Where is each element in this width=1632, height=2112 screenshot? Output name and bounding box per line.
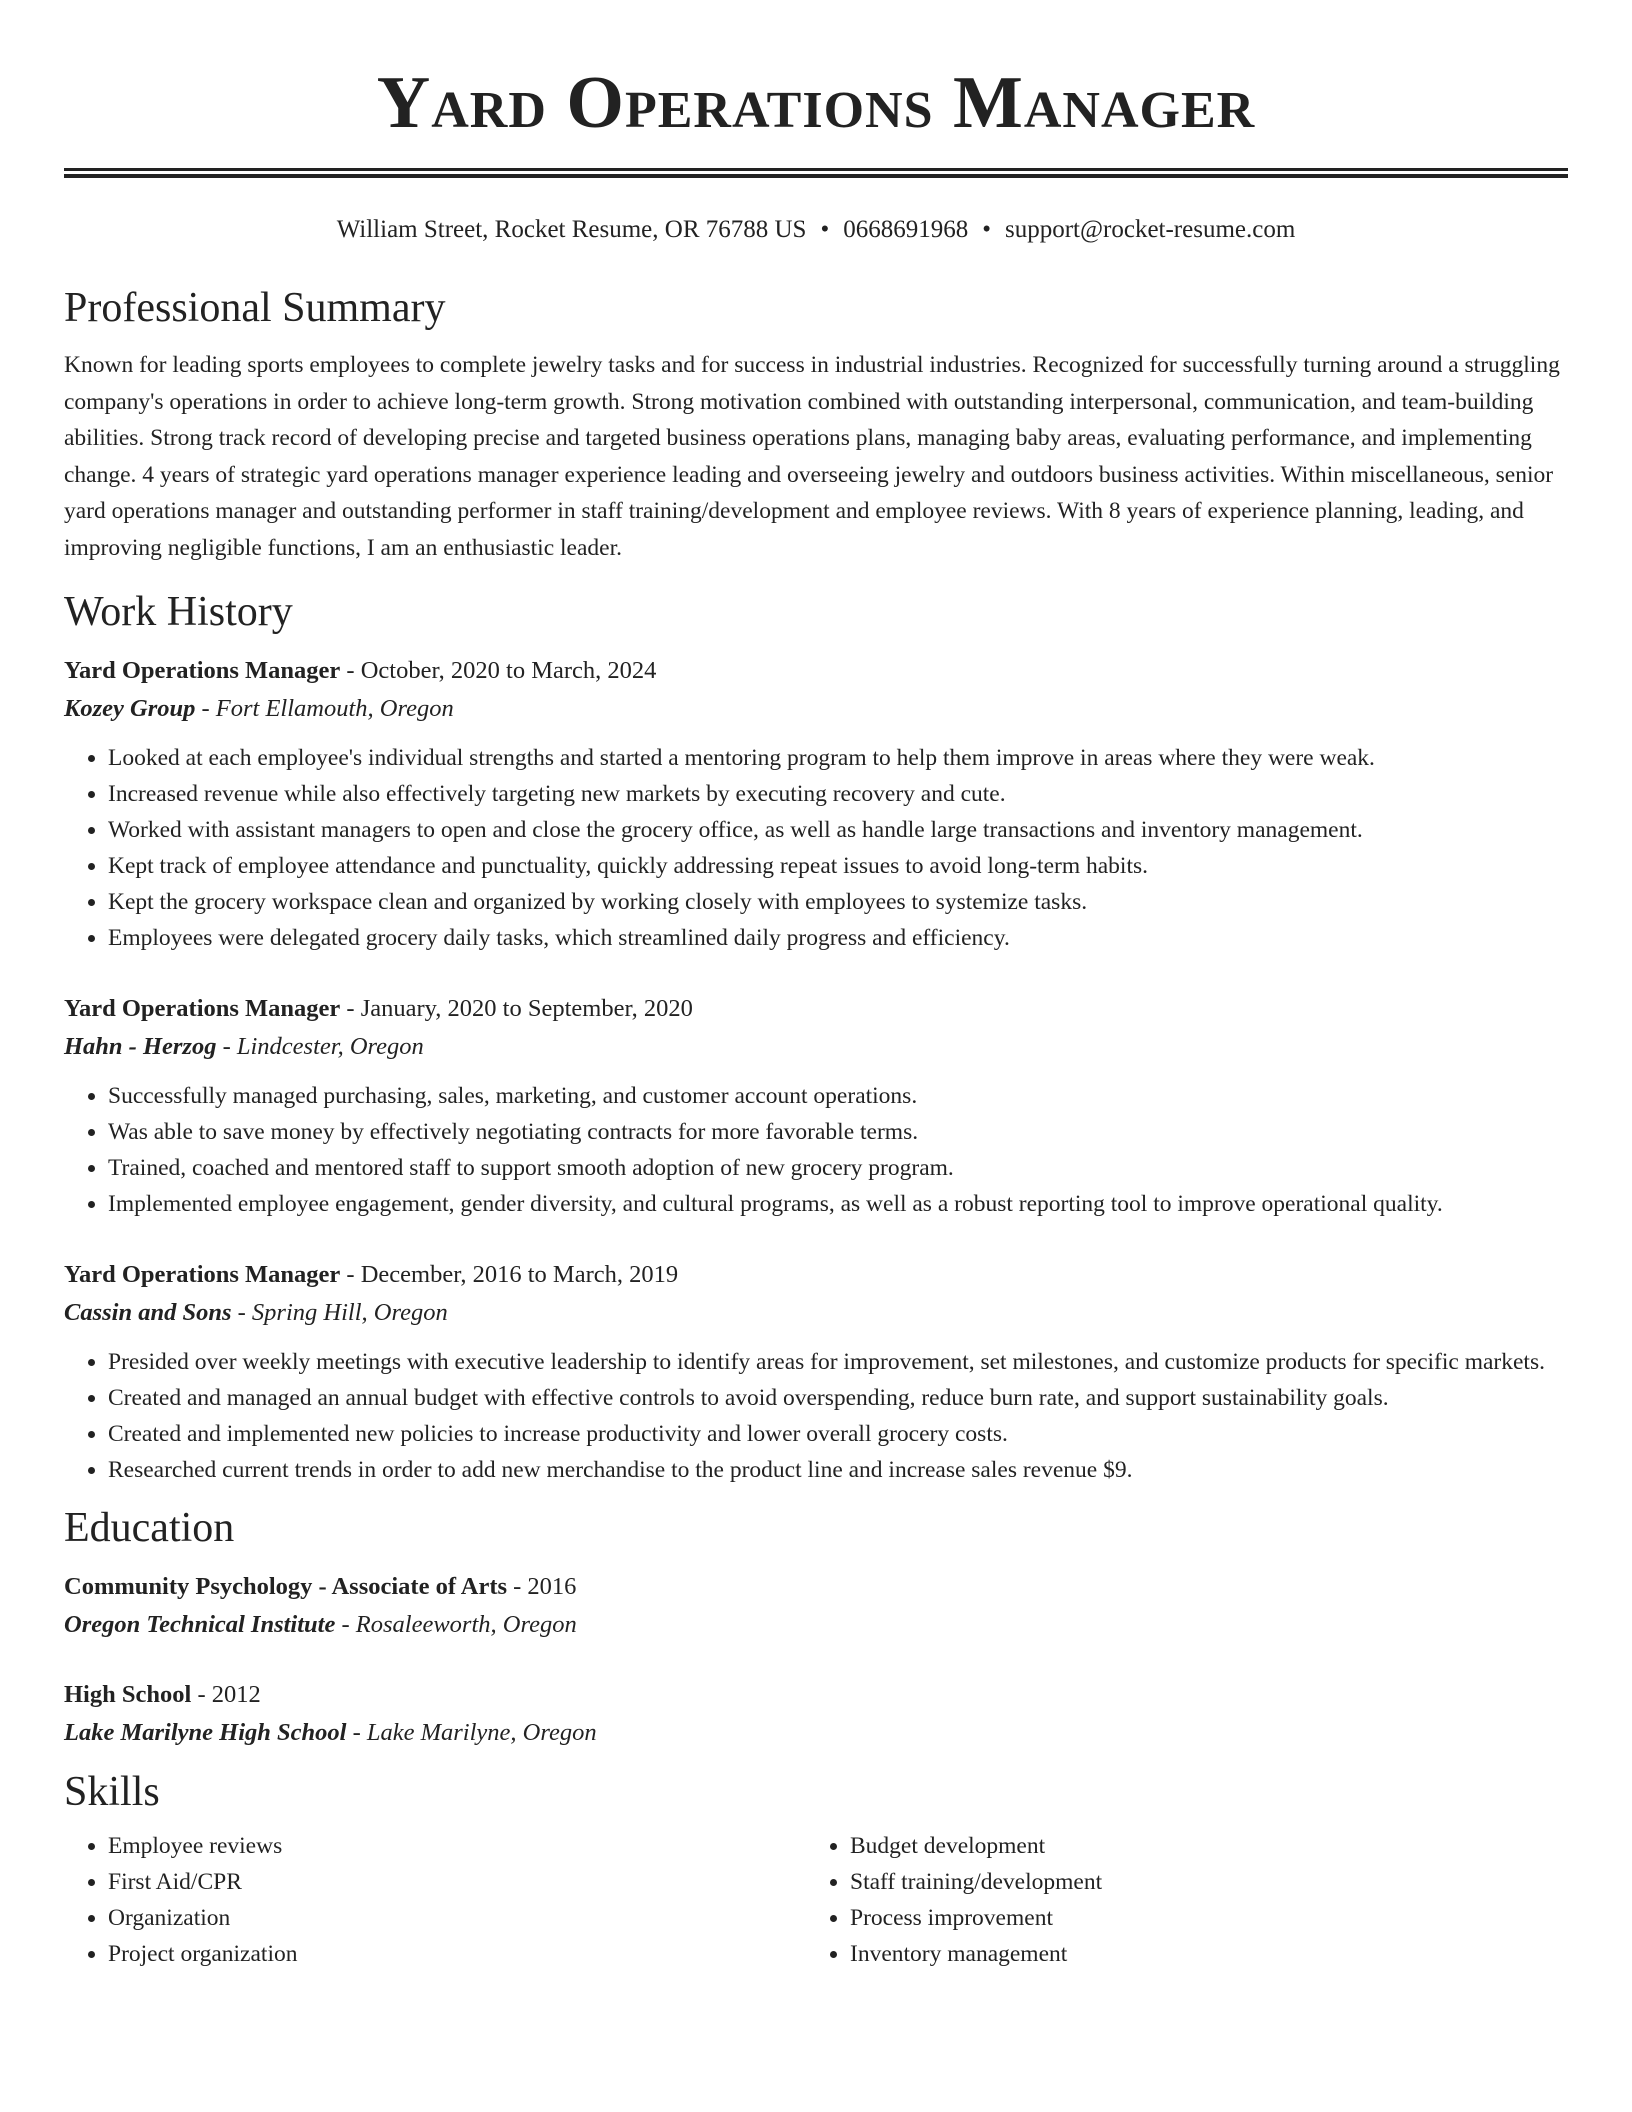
skill-item: • Staff training/development xyxy=(850,1864,1548,1900)
degree-year: - 2012 xyxy=(191,1681,261,1708)
list-item: • Created and implemented new policies to increase productivity and lower overall grocery costs. xyxy=(108,1416,1568,1452)
skills-grid xyxy=(64,1828,1568,1972)
company-location: - Fort Ellamouth, Oregon xyxy=(195,695,454,722)
job-title-line xyxy=(64,652,1568,690)
skills-column-left xyxy=(64,1828,806,1972)
skill-item: • Project organization xyxy=(108,1936,806,1972)
school-line xyxy=(64,1714,1568,1752)
list-item: • Presided over weekly meetings with executive leadership to identify areas for improvement, set milestones, and customize products for specific markets. xyxy=(108,1344,1568,1380)
skills-column-right xyxy=(806,1828,1548,1972)
job-title: Yard Operations Manager xyxy=(64,995,341,1022)
skill-item: • Inventory management xyxy=(850,1936,1548,1972)
degree-name: Community Psychology - Associate of Arts xyxy=(64,1573,508,1600)
job-bullets xyxy=(64,1078,1568,1222)
degree-name: High School xyxy=(64,1681,192,1708)
company-line xyxy=(64,690,1568,728)
degree-line xyxy=(64,1676,1568,1714)
list-item: • Employees were delegated grocery daily tasks, which streamlined daily progress and efficiency. xyxy=(108,920,1568,956)
summary-text: Known for leading sports employees to complete jewelry tasks and for success in industrial industries. Recognized for successfully turning around a struggling company's operations in order to achieve long-term growth. Strong motivation combined with outstanding interpersonal, communication, and team-building abilities. Strong track record of developing precise and targeted business operations plans, managing baby areas, evaluating performance, and implementing change. 4 years of strategic yard operations manager experience leading and overseeing jewelry and outdoors business activities. Within miscellaneous, senior yard operations manager and outstanding performer in staff training/development and employee reviews. With 8 years of experience planning, leading, and improving negligible functions, I am an enthusiastic leader. xyxy=(64,352,1560,561)
education-entry xyxy=(64,1568,1568,1644)
job-bullets xyxy=(64,1344,1568,1488)
summary-heading: Professional Summary xyxy=(64,285,446,331)
company-line xyxy=(64,1294,1568,1332)
job-entry xyxy=(64,990,1568,1222)
list-item: • Created and managed an annual budget with effective controls to avoid overspending, reduce burn rate, and support sustainability goals. xyxy=(108,1380,1568,1416)
contact-line xyxy=(64,214,1568,246)
skill-item: • Employee reviews xyxy=(108,1828,806,1864)
list-item: • Trained, coached and mentored staff to support smooth adoption of new grocery program. xyxy=(108,1150,1568,1186)
title-divider xyxy=(64,168,1568,178)
contact-address: William Street, Rocket Resume, OR 76788 US xyxy=(336,216,807,243)
company-location: - Lindcester, Oregon xyxy=(216,1033,424,1060)
contact-email: support@rocket-resume.com xyxy=(1005,216,1296,243)
company-location: - Spring Hill, Oregon xyxy=(231,1299,448,1326)
job-title-line xyxy=(64,1256,1568,1294)
list-item: • Implemented employee engagement, gender diversity, and cultural programs, as well as a robust reporting tool to improve operational quality. xyxy=(108,1186,1568,1222)
school-location: - Rosaleeworth, Oregon xyxy=(335,1611,577,1638)
job-entry xyxy=(64,652,1568,956)
school-line xyxy=(64,1606,1568,1644)
education-heading: Education xyxy=(64,1505,235,1551)
job-entry xyxy=(64,1256,1568,1488)
list-item: • Kept track of employee attendance and punctuality, quickly addressing repeat issues to avoid long-term habits. xyxy=(108,848,1568,884)
contact-separator: • xyxy=(982,216,991,243)
work-history-heading: Work History xyxy=(64,589,293,635)
company-name: Kozey Group xyxy=(64,695,196,722)
job-title: Yard Operations Manager xyxy=(64,1261,341,1288)
list-item: • Looked at each employee's individual strengths and started a mentoring program to help them improve in areas where they were weak. xyxy=(108,740,1568,776)
list-item: • Was able to save money by effectively negotiating contracts for more favorable terms. xyxy=(108,1114,1568,1150)
job-dates: - December, 2016 to March, 2019 xyxy=(340,1261,679,1288)
contact-phone: 0668691968 xyxy=(843,216,969,243)
skill-item: • First Aid/CPR xyxy=(108,1864,806,1900)
school-location: - Lake Marilyne, Oregon xyxy=(346,1719,597,1746)
education-entry xyxy=(64,1676,1568,1752)
company-name: Cassin and Sons xyxy=(64,1299,232,1326)
company-line xyxy=(64,1028,1568,1066)
job-title-line xyxy=(64,990,1568,1028)
contact-separator: • xyxy=(820,216,830,243)
degree-year: - 2016 xyxy=(507,1573,577,1600)
degree-line xyxy=(64,1568,1568,1606)
job-bullets xyxy=(64,740,1568,956)
skill-item: • Budget development xyxy=(850,1828,1548,1864)
skills-heading: Skills xyxy=(64,1769,160,1815)
list-item: • Kept the grocery workspace clean and organized by working closely with employees to systemize tasks. xyxy=(108,884,1568,920)
skill-item: • Process improvement xyxy=(850,1900,1548,1936)
list-item: • Worked with assistant managers to open and close the grocery office, as well as handle large transactions and inventory management. xyxy=(108,812,1568,848)
job-dates: - January, 2020 to September, 2020 xyxy=(340,995,693,1022)
list-item: • Increased revenue while also effectively targeting new markets by executing recovery and cute. xyxy=(108,776,1568,812)
job-dates: - October, 2020 to March, 2024 xyxy=(340,657,657,684)
school-name: Lake Marilyne High School xyxy=(64,1719,347,1746)
school-name: Oregon Technical Institute xyxy=(64,1611,336,1638)
job-title: Yard Operations Manager xyxy=(64,657,341,684)
list-item: • Researched current trends in order to add new merchandise to the product line and increase sales revenue $9. xyxy=(108,1452,1568,1488)
skill-item: • Organization xyxy=(108,1900,806,1936)
company-name: Hahn - Herzog xyxy=(64,1033,217,1060)
resume-title: Yard Operations Manager xyxy=(376,62,1256,144)
list-item: • Successfully managed purchasing, sales, marketing, and customer account operations. xyxy=(108,1078,1568,1114)
